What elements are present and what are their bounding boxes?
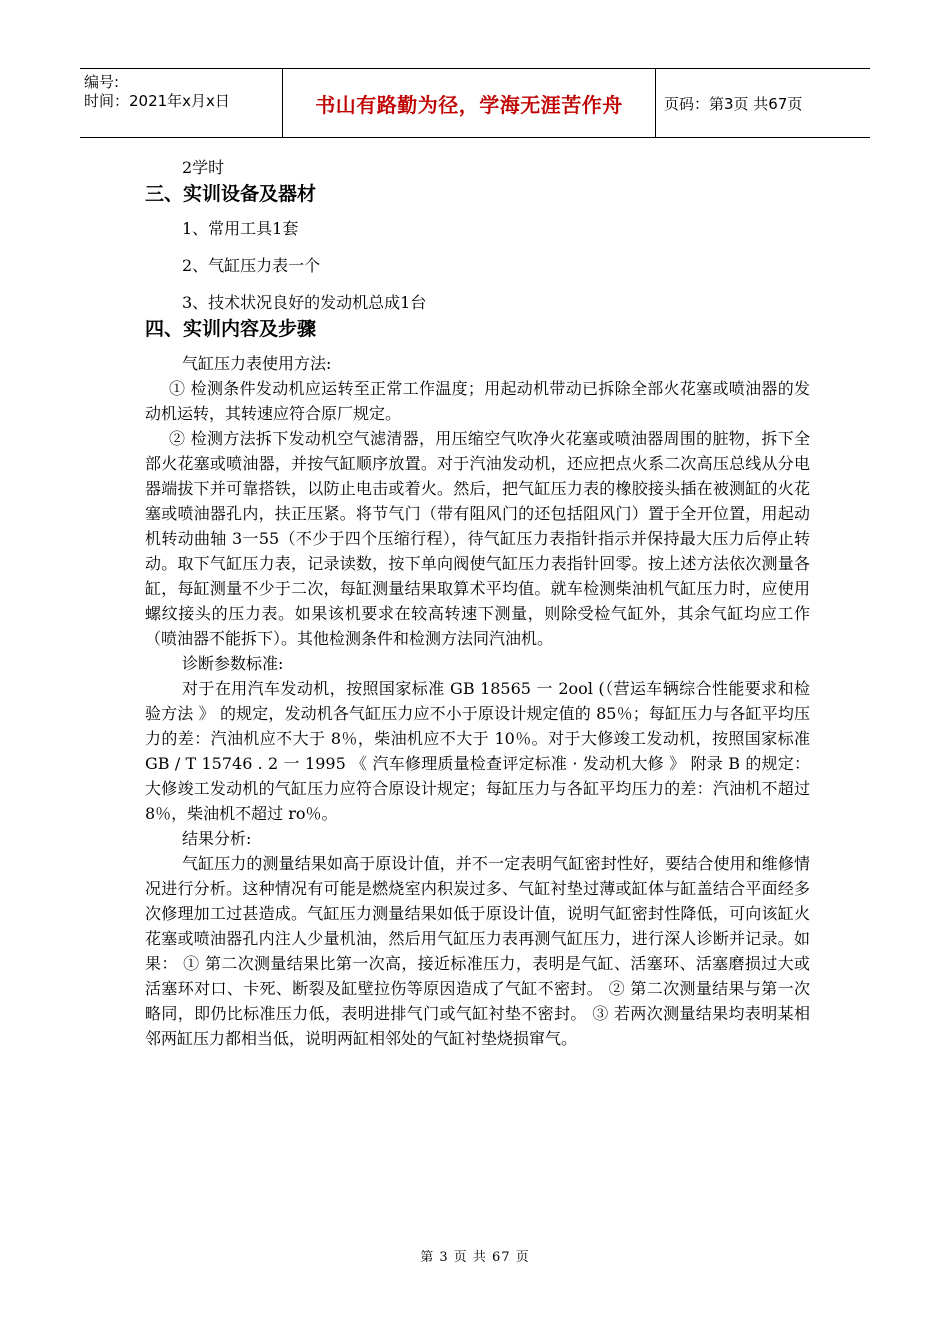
equipment-item-2: 2、气缸压力表一个: [182, 256, 321, 275]
header-meta: [80, 69, 283, 137]
usage-title: 气缸压力表使用方法:: [182, 354, 332, 373]
header-page-info: 页码：第3页 共67页: [664, 94, 803, 113]
section3-heading: 三、实训设备及器材: [145, 183, 317, 205]
equipment-item-1: 1、常用工具1套: [182, 219, 299, 238]
page-footer: 第 3 页 共 67 页: [420, 1250, 530, 1265]
header-motto: 书山有路勤为径，学海无涯苦作舟: [283, 69, 656, 137]
standard-paragraph: 对于在用汽车发动机，按照国家标准 GB 18565 一 2ool (（营运车辆综合性能要求和检验方法 》 的规定，发动机各气缸压力应不小于原设计规定值的 85％；每缸压力与各缸平均压力的差：汽油机应不大于 8％，柴油机应不大于 10％。对于大修竣工发动机，按照国家标准 GB / T 15746 . 2 一 1995 《 汽车修理质量检查评定标准 · 发动机大修 》 附录 B 的规定：大修竣工发动机的气缸压力应符合原设计规定；每缸压力与各缸平均压力的差：汽油机不超过 8％，柴油机不超过 ro％。: [145, 679, 810, 823]
hours-text: 2学时: [182, 158, 225, 177]
serial-label: 编号:: [84, 73, 120, 91]
standard-title: 诊断参数标准:: [182, 654, 284, 673]
equipment-item-3: 3、技术状况良好的发动机总成1台: [182, 293, 427, 312]
section4-heading: 四、实训内容及步骤: [145, 318, 317, 340]
document-body: [145, 155, 810, 1051]
time-label: 时间：2021年x月x日: [84, 92, 230, 110]
step-1-paragraph: ① 检测条件发动机应运转至正常工作温度；用起动机带动已拆除全部火花塞或喷油器的发动机运转，其转速应符合原厂规定。: [145, 379, 810, 423]
analysis-title: 结果分析:: [182, 829, 252, 848]
analysis-paragraph: 气缸压力的测量结果如高于原设计值，并不一定表明气缸密封性好，要结合使用和维修情况进行分析。这种情况有可能是燃烧室内积炭过多、气缸衬垫过薄或缸体与缸盖结合平面经多次修理加工过甚造成。气缸压力测量结果如低于原设计值，说明气缸密封性降低，可向该缸火花塞或喷油器孔内注人少量机油，然后用气缸压力表再测气缸压力，进行深人诊断并记录。如果： ① 第二次测量结果比第一次高，接近标准压力，表明是气缸、活塞环、活塞磨损过大或活塞环对口、卡死、断裂及缸壁拉伤等原因造成了气缸不密封。 ② 第二次测量结果与第一次略同，即仍比标准压力低，表明进排气门或气缸衬垫不密封。 ③ 若两次测量结果均表明某相邻两缸压力都相当低，说明两缸相邻处的气缸衬垫烧损窜气。: [145, 854, 810, 1048]
page-header: [80, 68, 870, 138]
step-2-paragraph: ② 检测方法拆下发动机空气滤清器，用压缩空气吹净火花塞或喷油器周围的脏物，拆下全部火花塞或喷油器，并按气缸顺序放置。对于汽油发动机，还应把点火系二次高压总线从分电器端拔下并可靠搭铁，以防止电击或着火。然后，把气缸压力表的橡胶接头插在被测缸的火花塞或喷油器孔内，扶正压紧。将节气门（带有阻风门的还包括阻风门）置于全开位置，用起动机转动曲轴 3一55（不少于四个压缩行程），待气缸压力表指针指示并保持最大压力后停止转动。取下气缸压力表，记录读数，按下单向阀使气缸压力表指针回零。按上述方法依次测量各缸，每缸测量不少于二次，每缸测量结果取算术平均值。就车检测柴油机气缸压力时，应使用螺纹接头的压力表。如果该机要求在较高转速下测量，则除受检气缸外，其余气缸均应工作（喷油器不能拆下）。其他检测条件和检测方法同汽油机。: [145, 429, 810, 648]
